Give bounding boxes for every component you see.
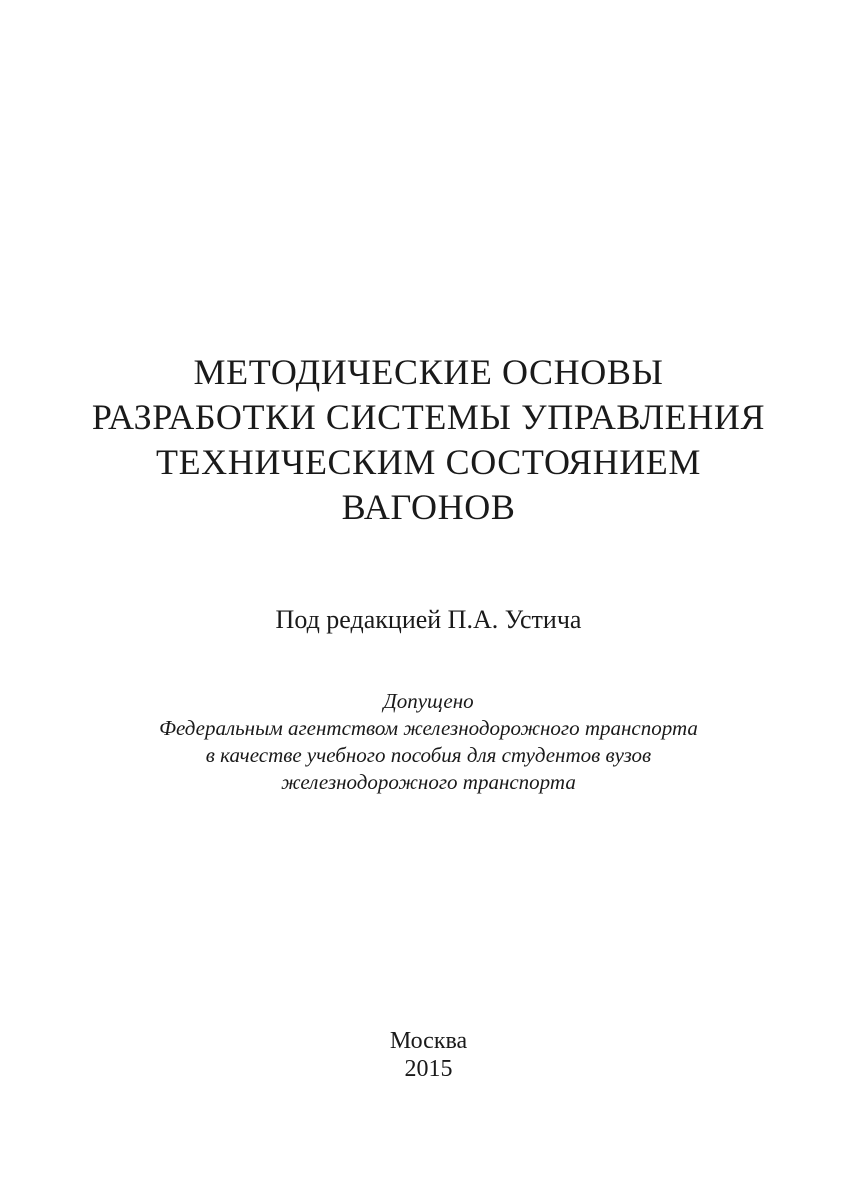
book-title: [0, 350, 857, 530]
approval-notice: [0, 688, 857, 796]
imprint: [0, 1027, 857, 1083]
editor-credit: Под редакцией П.А. Устича: [275, 605, 582, 634]
approval-line: Допущено: [383, 689, 474, 713]
title-line: РАЗРАБОТКИ СИСТЕМЫ УПРАВЛЕНИЯ: [91, 397, 766, 437]
approval-line: железнодорожного транспорта: [281, 770, 576, 794]
title-line: ВАГОНОВ: [341, 487, 516, 527]
publication-year: 2015: [404, 1056, 453, 1082]
approval-line: в качестве учебного пособия для студентов вузов: [205, 743, 652, 767]
title-line: МЕТОДИЧЕСКИЕ ОСНОВЫ: [193, 352, 664, 392]
publication-city: Москва: [389, 1028, 468, 1054]
title-line: ТЕХНИЧЕСКИМ СОСТОЯНИЕМ: [156, 442, 701, 482]
approval-line: Федеральным агентством железнодорожного транспорта: [159, 716, 698, 740]
